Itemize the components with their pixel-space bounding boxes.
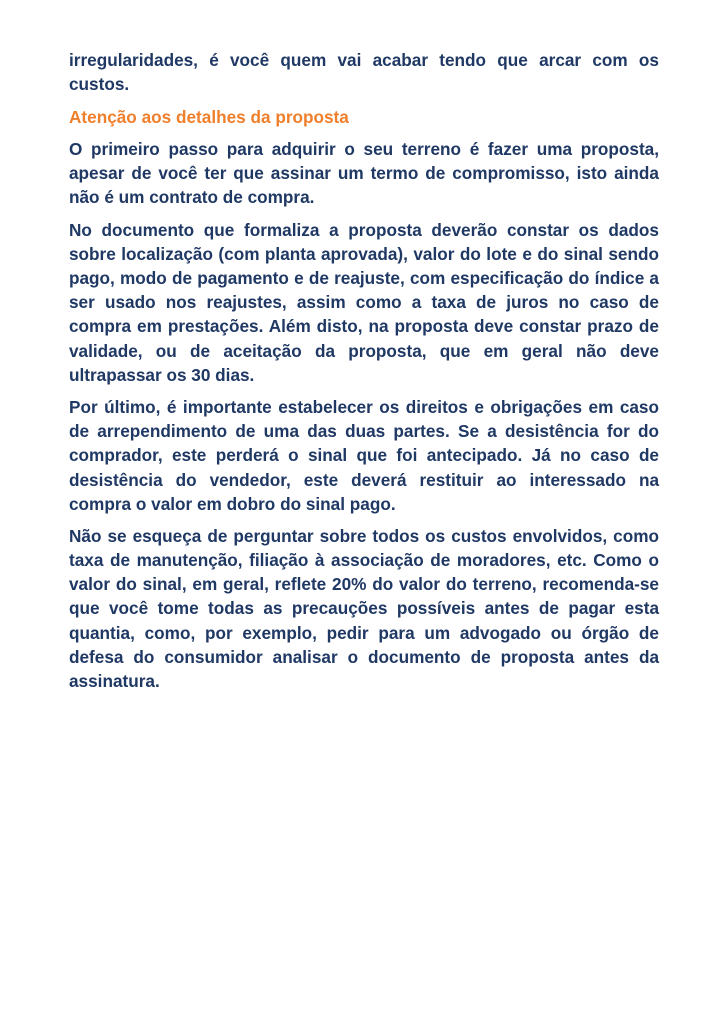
paragraph-continuation: irregularidades, é você quem vai acabar tendo que arcar com os custos. (69, 50, 659, 95)
paragraph-costs-advice: Não se esqueça de perguntar sobre todos os custos envolvidos, como taxa de manutenção, filiação à associação de moradores, etc. Como o valor do sinal, em geral, reflete 20% do valor do terreno, recomenda-se que você tome todas as precauções possíveis antes de pagar esta quantia, como, por exemplo, pedir para um advogado ou órgão de defesa do consumidor analisar o documento de proposta antes da assinatura. (69, 526, 659, 691)
paragraph-rights-obligations: Por último, é importante estabelecer os direitos e obrigações em caso de arrependimento de uma das duas partes. Se a desistência for do comprador, este perderá o sinal que foi antecipado. Já no caso de desistência do vendedor, este deverá restituir ao interessado na compra o valor em dobro do sinal pago. (69, 397, 659, 514)
paragraph-first-step: O primeiro passo para adquirir o seu terreno é fazer uma proposta, apesar de você ter que assinar um termo de compromisso, isto ainda não é um contrato de compra. (69, 139, 659, 208)
paragraph-proposal-contents: No documento que formaliza a proposta deverão constar os dados sobre localização (com planta aprovada), valor do lote e do sinal sendo pago, modo de pagamento e de reajuste, com especificação do índice a ser usado nos reajustes, assim como a taxa de juros no caso de compra em prestações. Além disto, na proposta deve constar prazo de validade, ou de aceitação da proposta, que em geral não deve ultrapassar os 30 dias. (69, 220, 659, 385)
document-page (69, 48, 659, 701)
section-heading: Atenção aos detalhes da proposta (69, 106, 349, 127)
